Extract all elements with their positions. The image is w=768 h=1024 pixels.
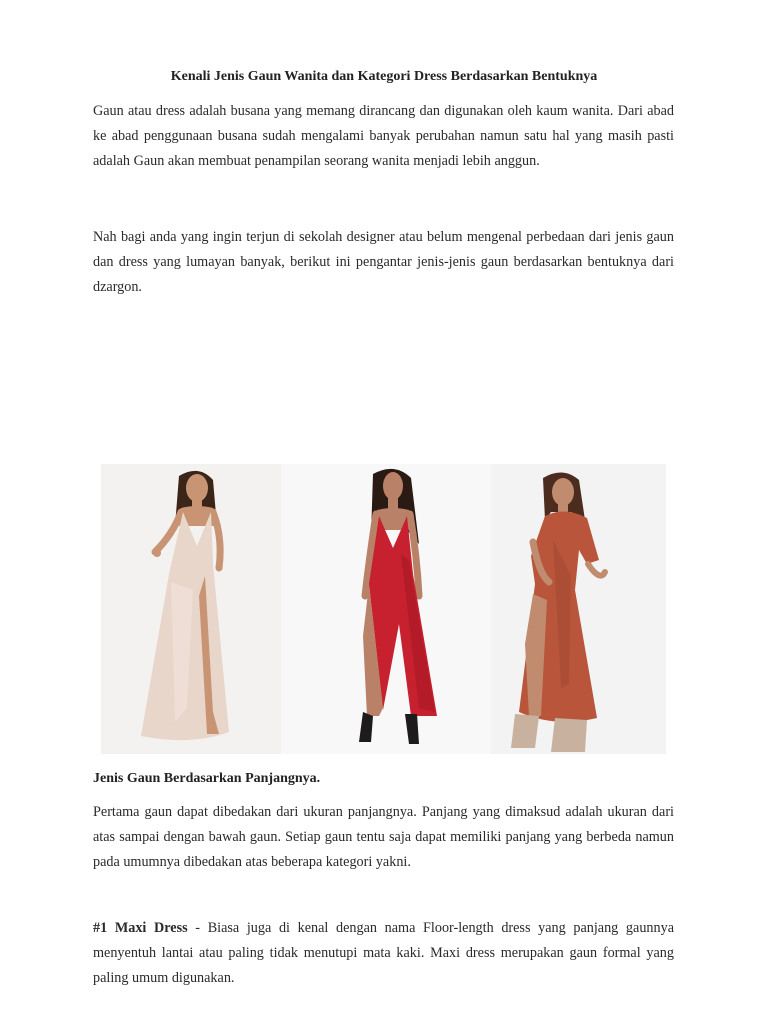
intro-paragraph: Gaun atau dress adalah busana yang memang dirancang dan digunakan oleh kaum wanita. Dari abad ke abad penggunaan busana sudah mengalami banyak perubahan namun satu hal yang masih pasti adalah Gaun akan membuat penampilan seorang wanita menjadi lebih anggun.: [93, 103, 674, 169]
section-heading: Jenis Gaun Berdasarkan Panjangnya.: [93, 771, 321, 786]
maxi-dress-paragraph: [93, 916, 674, 991]
dress-photo-illustration: [101, 464, 666, 754]
section-paragraph: Pertama gaun dapat dibedakan dari ukuran panjangnya. Panjang yang dimaksud adalah ukuran dari atas sampai dengan bawah gaun. Setiap gaun tentu saja dapat memiliki panjang yang berbeda namun pada umumnya dibedakan atas beberapa kategori yakni.: [93, 804, 674, 870]
maxi-dress-text: - Biasa juga di kenal dengan nama Floor-length dress yang panjang gaunnya menyentuh lantai atau paling tidak menutupi mata kaki. Maxi dress merupakan gaun formal yang paling umum digunakan.: [93, 920, 674, 986]
maxi-dress-label: #1 Maxi Dress: [93, 920, 188, 936]
second-paragraph: Nah bagi anda yang ingin terjun di sekolah designer atau belum mengenal perbedaan dari jenis gaun dan dress yang lumayan banyak, berikut ini pengantar jenis-jenis gaun berdasarkan bentuknya dari dzargon.: [93, 229, 674, 295]
document-title: Kenali Jenis Gaun Wanita dan Kategori Dress Berdasarkan Bentuknya: [170, 69, 598, 84]
dress-photo: [101, 464, 666, 754]
